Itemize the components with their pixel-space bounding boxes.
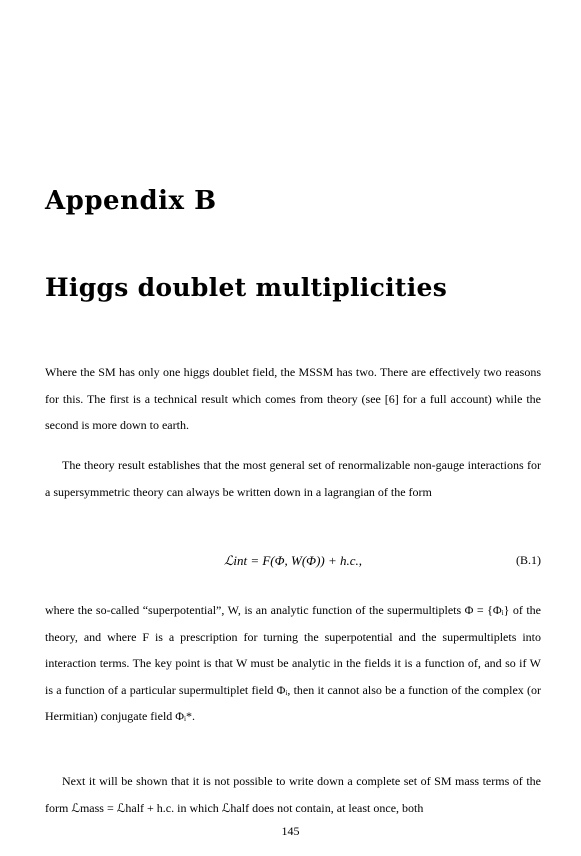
paragraph-theory-result: The theory result establishes that the most general set of renormalizable non-gauge interactions for a supersymmetric theory can always be written down in a lagrangian of the form [45,458,541,499]
equation-b1 [45,553,541,575]
page-number: 145 [281,824,300,838]
paragraph-superpotential: where the so-called “superpotential”, W, is an analytic function of the supermultiplets Φ = {Φᵢ} of the theory, and where F is a prescription for turning the superpotential and the supermultiplets into interaction terms. The key point is that W must be analytic in the fields it is a function of, and so if W is a function of a particular supermultiplet field Φᵢ, then it cannot also be a function of the complex (or Hermitian) conjugate field Φᵢ*. [45,603,541,723]
paragraph-intro: Where the SM has only one higgs doublet field, the MSSM has two. There are effectively two reasons for this. The first is a technical result which comes from theory (see [6] for a full account) while the second is more down to earth. [45,365,541,432]
equation-formula: ℒint = F(Φ, W(Φ)) + h.c., [223,553,363,568]
equation-number: (B.1) [516,553,541,567]
paragraph-mass-terms: Next it will be shown that it is not possible to write down a complete set of SM mass terms of the form ℒmass = ℒhalf + h.c. in which ℒhalf does not contain, at least once, both [45,774,541,815]
appendix-label: Appendix B [45,186,217,216]
chapter-title: Higgs doublet multiplicities [45,273,448,302]
